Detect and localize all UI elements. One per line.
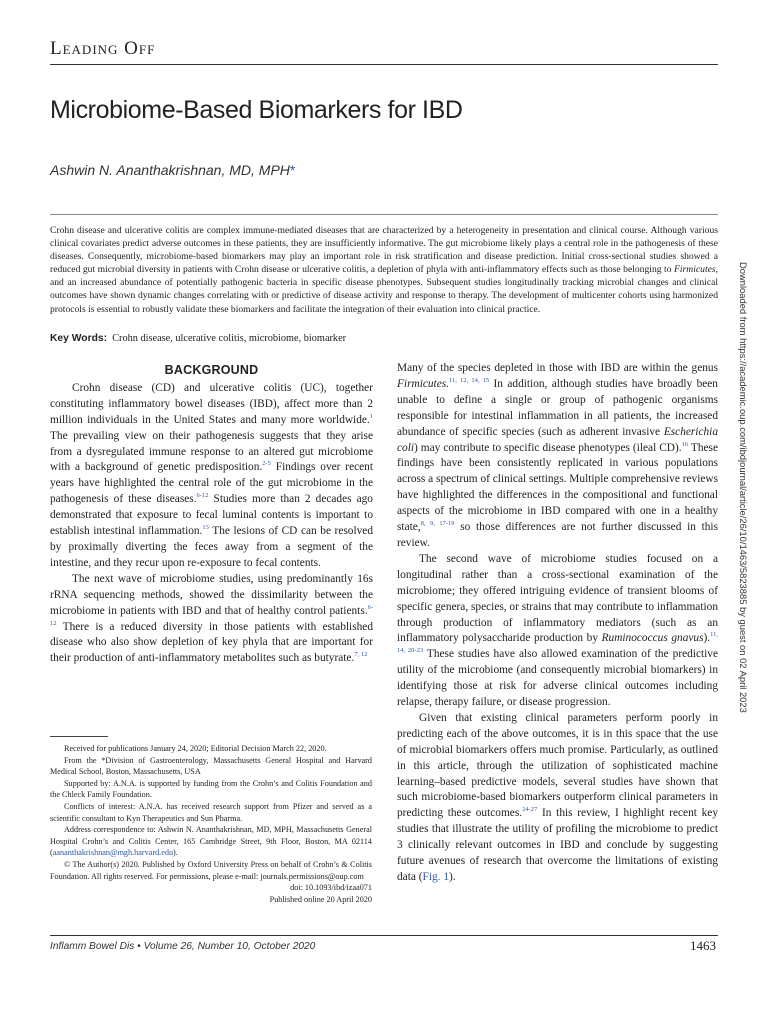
footer-divider [50, 935, 718, 936]
citation-link[interactable]: 2-5 [262, 460, 271, 468]
keywords-line [50, 333, 346, 344]
article-title: Microbiome-Based Biomarkers for IBD [50, 96, 463, 124]
footnote-conflicts: Conflicts of interest: A.N.A. has received research support from Pfizer and served as a scientific consultant to Kyn Therapeutics and Sun Pharma. [50, 801, 372, 823]
footnotes [50, 743, 372, 905]
abstract: Crohn disease and ulcerative colitis are complex immune-mediated diseases that are characterized by a heterogeneity in presentation and clinical course. Although various clinical covariates predict adverse outcomes in these patients, they are insufficiently informative. The gut microbiome likely plays a central role in the pathogenesis of these diseases. Consequently, microbiome-based biomarkers may play an important role in risk stratification and disease prediction. Initial cross-sectional studies showed a reduced gut microbial diversity in patients with Crohn disease or ulcerative colitis, a depletion of phyla with anti-inflammatory effects such as those belonging to Firmicutes, and an increased abundance of potentially pathogenic bacteria in specific disease phenotypes. Subsequent studies longitudinally tracking microbial changes and clinical outcomes have shown dynamic changes correlating with or predictive of disease activity and response to therapy. The development of multicenter cohorts using harmonized protocols is essential to robustly validate these biomarkers and facilitate the integration of their evaluation into clinical practice. [50, 225, 718, 315]
citation-link[interactable]: 11, 12, 14, 15 [448, 377, 490, 385]
section-label: Leading Off [50, 38, 156, 59]
citation-link[interactable]: 24-27 [522, 806, 538, 814]
column-left [50, 363, 373, 667]
citation-link[interactable]: 1 [369, 412, 373, 420]
author-name: Ashwin N. Ananthakrishnan, MD, MPH [50, 162, 290, 178]
citation-link[interactable]: 16 [681, 440, 689, 448]
citation-link[interactable]: 7, 12 [354, 651, 368, 659]
page-number: 1463 [690, 938, 716, 953]
footnote-doi: doi: 10.1093/ibd/izaa071 [290, 883, 372, 893]
footnote-affiliation: From the *Division of Gastroenterology, Massachusetts General Hospital and Harvard Medical School, Boston, Massachusetts, USA [50, 755, 372, 777]
paragraph: Given that existing clinical parameters perform poorly in predicting each of the above outcomes, it is in this space that the use of microbial biomarkers offers much promise. Particularly, as outlined in this article, through the utilization of sophisticated machine learning–based predictive models, several studies have shown that such microbiome-based biomarkers outperform clinical parameters in predicting these outcomes.$^{24-27}$ In this review, I highlight recent key studies that illustrate the utility of profiling the microbiome to predict 3 clinically relevant outcomes in IBD and conclude by suggesting future avenues of research that overcome the limitations of existing data (Fig. 1). [397, 711, 719, 883]
footnote-published: Published online 20 April 2020 [269, 894, 372, 904]
abstract-divider [50, 214, 718, 215]
citation-link[interactable]: 8, 9, 17-19 [420, 520, 455, 528]
paragraph: Many of the species depleted in those with IBD are within the genus Firmicutes.$^{11, 12, 14, 15}$ In addition, although studies have broadly been unable to define a single or group of pathogenic organisms responsible for intestinal inflammation in all patients, the increased abundance of specific species (such as adherent invasive Escherichia coli) may contribute to specific disease phenotypes (ileal CD).$^{16}$ These findings have been consistently replicated in various populations across a spectrum of clinical settings. Multiple comprehensive reviews have highlighted the differences in the compositional and functional aspects of the microbiome in IBD compared with one in a healthy state,$^{8, 9, 17-19}$ so those differences are not further discussed in this review. [397, 362, 719, 549]
download-notice: Downloaded from https://academic.oup.com/ibdjournal/article/26/10/1463/5823885 by guest on 02 April 2023 [738, 262, 749, 713]
header-divider [50, 64, 718, 65]
email-link[interactable]: aananthakrishnan@mgh.harvard.edu [52, 848, 174, 858]
keywords-label: Key Words: [50, 333, 108, 344]
figure-link[interactable]: Fig. 1 [422, 871, 449, 883]
author-line [50, 162, 295, 178]
footnote-copyright: © The Author(s) 2020. Published by Oxford University Press on behalf of Crohn’s & Colitis Foundation. All rights reserved. For permissions, please e-mail: journals.permissions@oup.com [50, 859, 372, 881]
paragraph: The second wave of microbiome studies focused on a longitudinal rather than a cross-sectional examination of the microbiome; they offered intriguing evidence of transient blooms of specific genera, species, or strains that may contribute to inflammation through production of inflammatory mediators (such as an inflammatory polysaccharide production by Ruminococcus gnavus).$^{11, 14, 20-23}$ These studies have also allowed examination of the predictive utility of the microbiome (and consequently microbial biomarkers) in identifying those at risk for adverse clinical outcomes including relapse, therapy failure, or disease progression. [397, 552, 718, 709]
citation-link[interactable]: 13 [202, 524, 209, 532]
citation-link[interactable]: 6-12 [196, 492, 209, 500]
background-heading: BACKGROUND [164, 363, 259, 377]
keywords-text: Crohn disease, ulcerative colitis, microbiome, biomarker [112, 333, 347, 344]
footnote-divider [50, 736, 108, 737]
citation-link[interactable]: 11, 14, 20-23 [397, 631, 718, 655]
footnote-funding: Supported by: A.N.A. is supported by funding from the Crohn’s and Colitis Foundation and the Chleck Family Foundation. [50, 778, 372, 800]
citation-link[interactable]: 6-12 [50, 603, 373, 627]
paragraph: The next wave of microbiome studies, using predominantly 16s rRNA sequencing methods, showed the dissimilarity between the microbiome in patients with IBD and that of healthy control patients.$^{6-12}$ There is a reduced diversity in those patients with established disease who also show depletion of key phyla that are important for their production of anti-inflammatory metabolites such as butyrate.$^{7, 12}$ [50, 572, 373, 665]
author-affiliation-mark[interactable]: * [289, 162, 296, 178]
footnote-received: Received for publications January 24, 2020; Editorial Decision March 22, 2020. [64, 744, 327, 753]
journal-footer: Inflamm Bowel Dis • Volume 26, Number 10, October 2020 [50, 941, 316, 952]
paragraph: Crohn disease (CD) and ulcerative colitis (UC), together constituting inflammatory bowel diseases (IBD), affect more than 2 million individuals in the United States and many more worldwide.$^1$ The prevailing view on their pathogenesis suggests that they arise from a dysregulated immune response to an altered gut microbiome with a background of genetic predisposition.$^{2-5}$ Findings over recent years have highlighted the central role of the gut microbiome in the pathogenesis of these diseases.$^{6-12}$ Studies more than 2 decades ago demonstrated that exposure to fecal luminal contents is important to establish intestinal inflammation.$^{13}$ The lesions of CD can be resolved by proximally diverting the feces away from a segment of the intestine, and they recur upon re-exposure to fecal contents. [50, 381, 374, 569]
column-right [397, 361, 718, 886]
footnote-address: Address correspondence to: Ashwin N. Ananthakrishnan, MD, MPH, Massachusetts General Hospital Crohn’s and Colitis Center, 165 Cambridge Street, 9th Floor, Boston, MA 02114 (aananthakrishnan@mgh.harvard.edu). [50, 825, 372, 858]
